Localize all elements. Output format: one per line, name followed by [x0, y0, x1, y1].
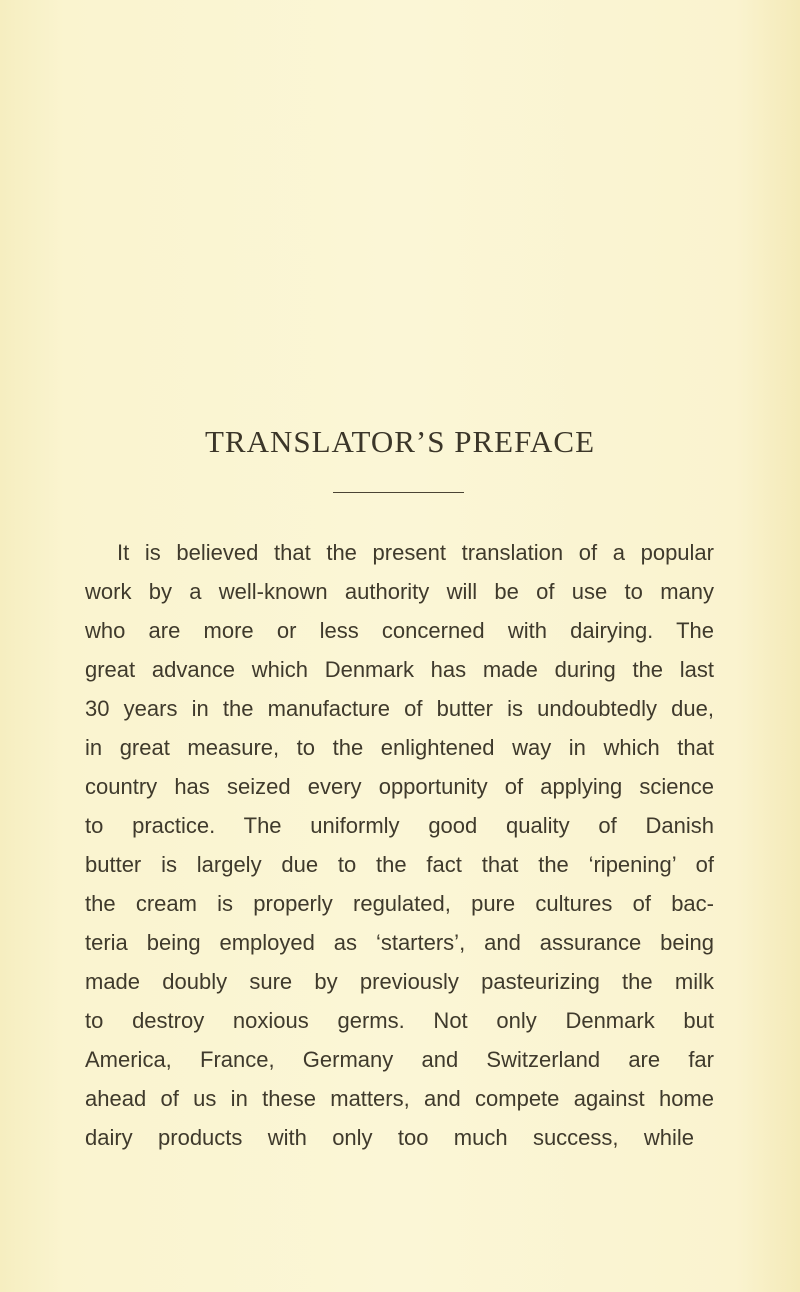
text-line: dairy products with only too much success, while	[85, 1125, 694, 1150]
text-line: to practice. The uniformly good quality of Danish	[85, 813, 714, 838]
text-line: to destroy noxious germs. Not only Denmark but	[85, 1008, 714, 1033]
text-line: butter is largely due to the fact that the ‘ripening’ of	[85, 852, 714, 877]
text-line: 30 years in the manufacture of butter is undoubtedly due,	[85, 696, 714, 721]
text-line: country has seized every opportunity of applying science	[85, 774, 714, 799]
page-title: TRANSLATOR’S PREFACE	[204, 424, 596, 459]
text-line: America, France, Germany and Switzerland are far	[85, 1047, 714, 1072]
text-line: the cream is properly regulated, pure cultures of bac-	[85, 891, 714, 916]
text-line: It is believed that the present translation of a popular	[117, 540, 714, 565]
text-line: who are more or less concerned with dairying. The	[85, 618, 714, 643]
text-line: teria being employed as ‘starters’, and assurance being	[85, 930, 714, 955]
title-divider	[333, 492, 464, 493]
text-line: made doubly sure by previously pasteurizing the milk	[85, 969, 714, 994]
text-line: work by a well-known authority will be of use to many	[85, 579, 714, 604]
text-line: in great measure, to the enlightened way in which that	[85, 735, 714, 760]
text-line: great advance which Denmark has made during the last	[85, 657, 714, 682]
text-line: ahead of us in these matters, and compete against home	[85, 1086, 714, 1111]
